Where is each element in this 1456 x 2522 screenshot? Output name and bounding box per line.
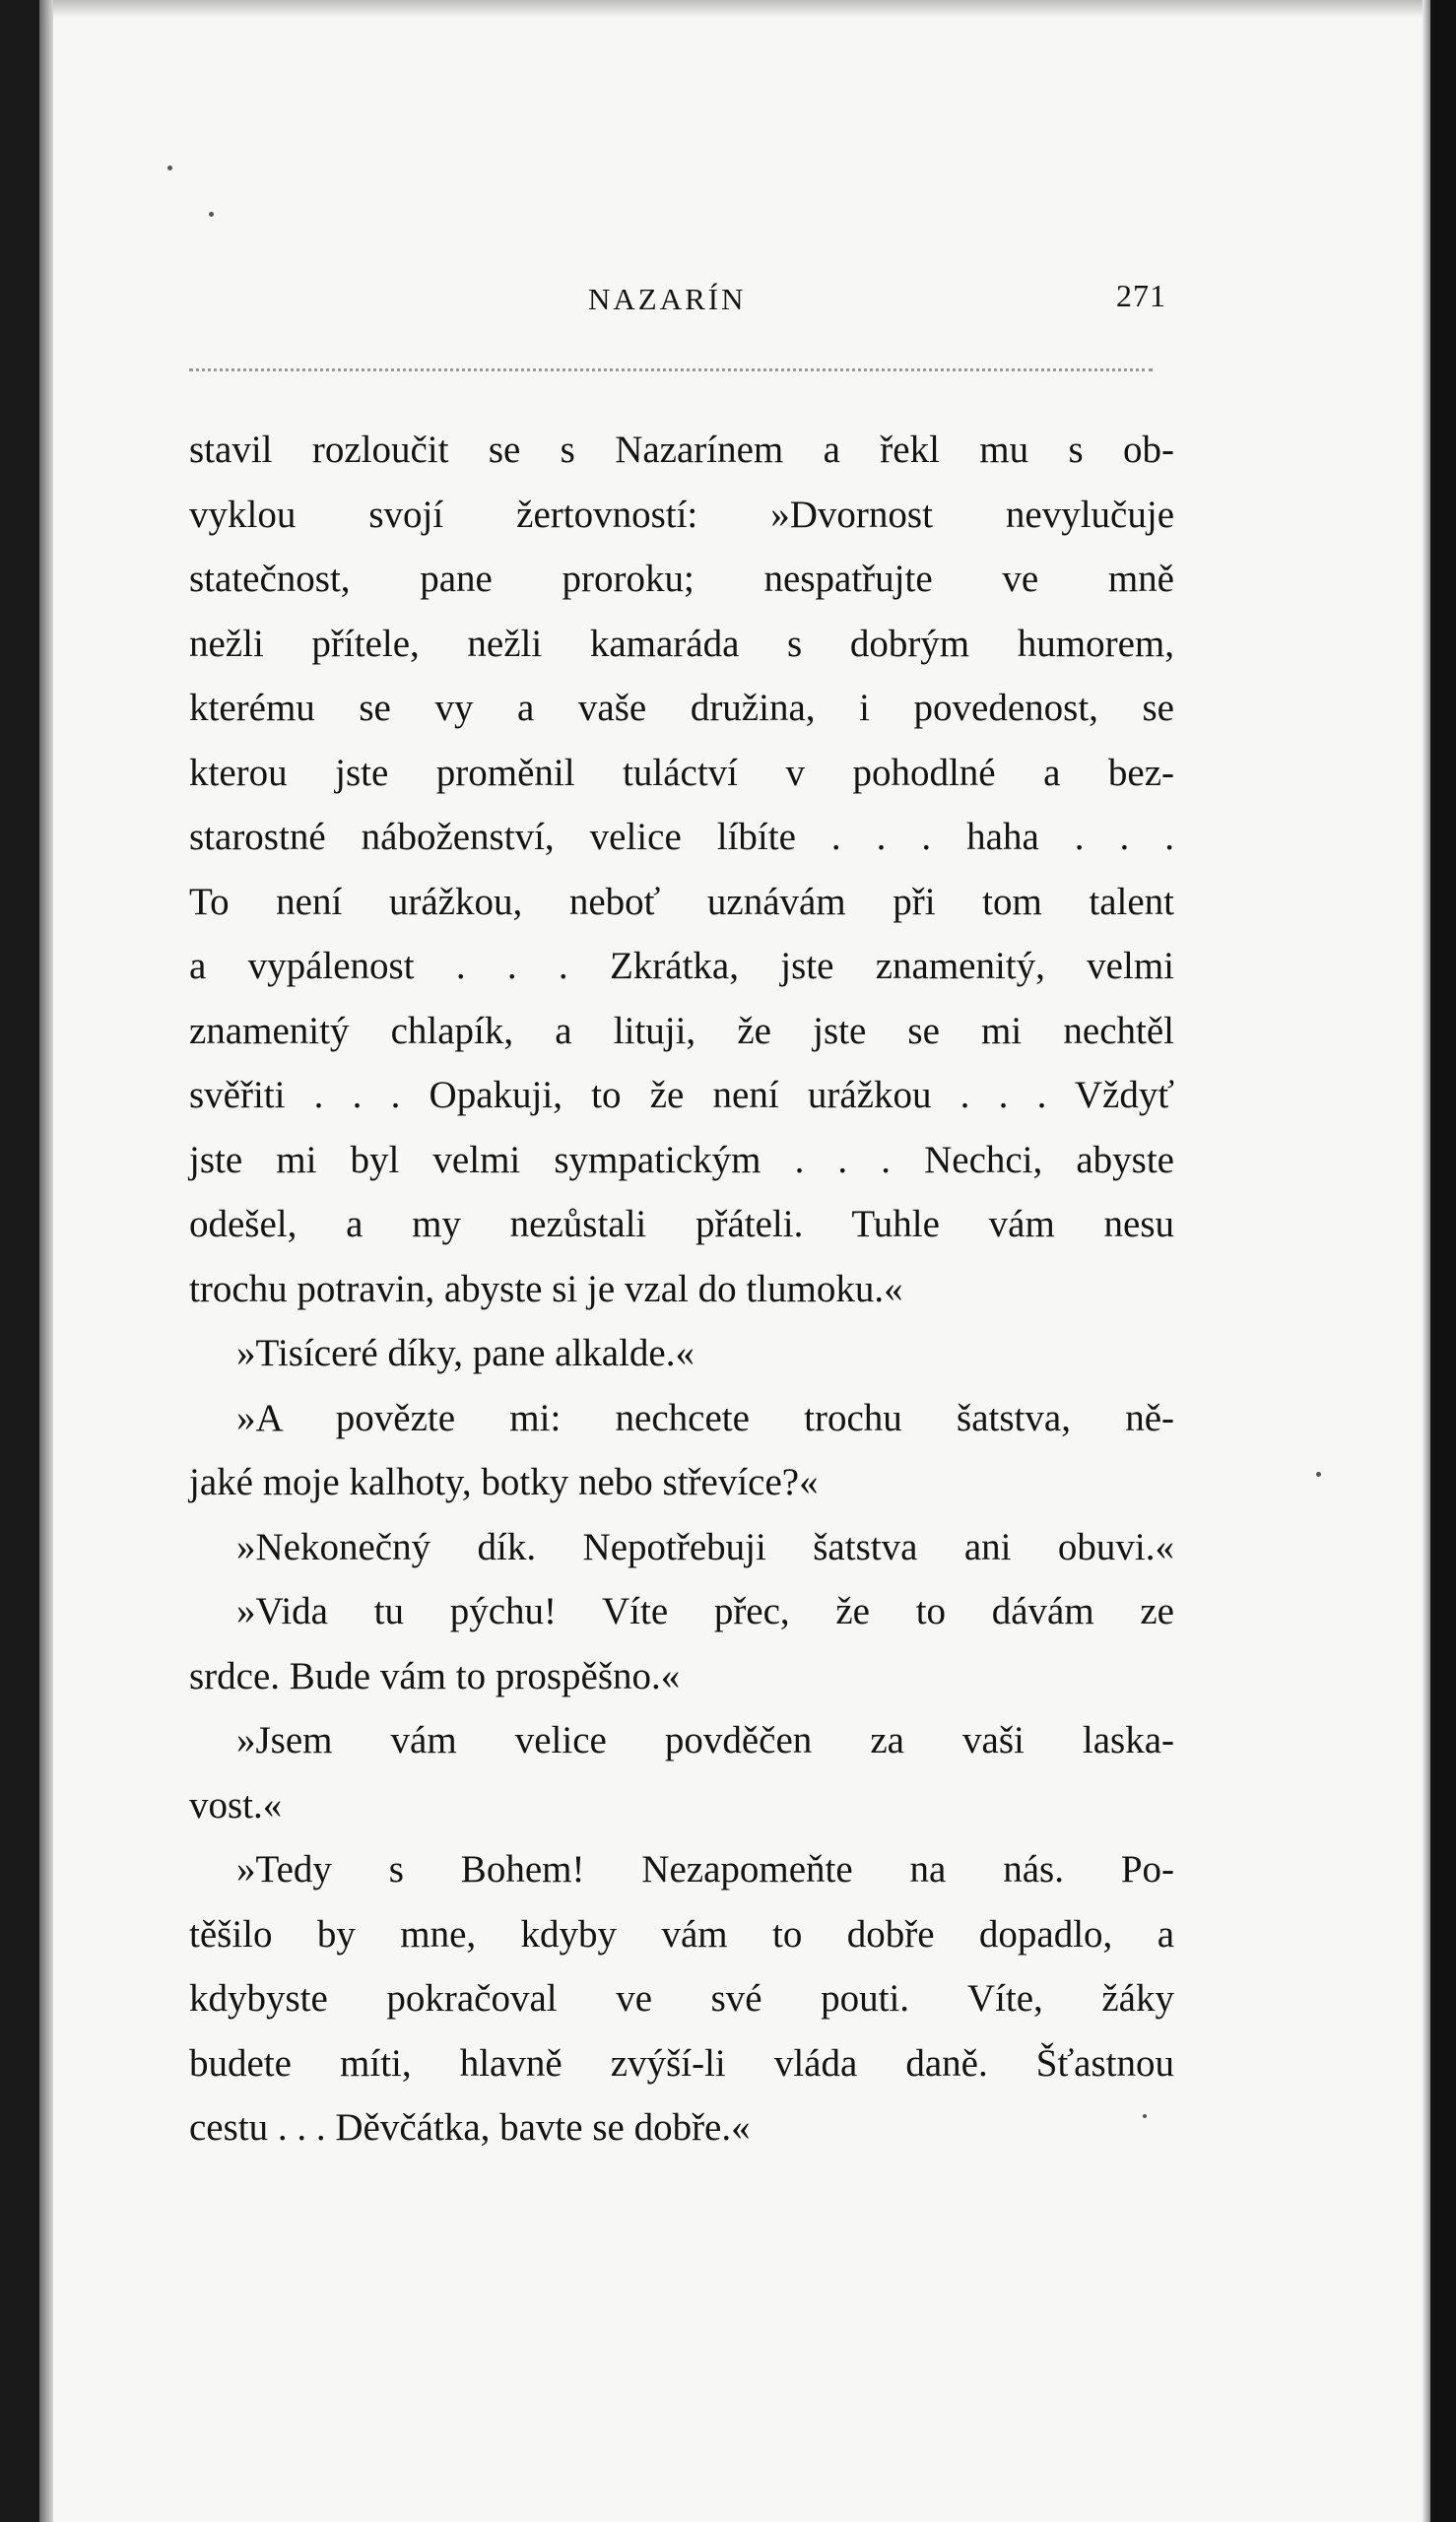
body-text <box>189 418 1174 2160</box>
text-line: jaké moje kalhoty, botky nebo střevíce?« <box>189 1461 819 1503</box>
text-line: budete míti, hlavně zvýší-li vláda daně. Šťastnou <box>189 2041 1174 2085</box>
scan-speck <box>167 166 172 170</box>
text-line: kterému se vy a vaše družina, i povedenost, se <box>189 687 1174 729</box>
text-line: jste mi byl velmi sympatickým . . . Nechci, abyste <box>189 1138 1174 1181</box>
text-line: statečnost, pane proroku; nespatřujte ve mně <box>189 558 1174 600</box>
text-line: svěřiti . . . Opakuji, to že není urážkou . . . Vždyť <box>189 1074 1174 1116</box>
running-head: NAZARÍN <box>588 282 747 316</box>
text-line: a vypálenost . . . Zkrátka, jste znamenitý, velmi <box>189 945 1174 987</box>
right-edge-shadow <box>1423 0 1430 2522</box>
text-line: těšilo by mne, kdyby vám to dobře dopadlo, a <box>189 1912 1174 1956</box>
page-top-edge <box>53 0 1423 18</box>
text-line: »Vida tu pýchu! Víte přec, že to dávám ze <box>236 1590 1174 1632</box>
text-line: »Jsem vám velice povděčen za vaši laska- <box>236 1719 1174 1761</box>
page-header <box>189 278 1174 323</box>
text-line: znamenitý chlapík, a lituji, že jste se mi nechtěl <box>189 1009 1174 1052</box>
text-line: trochu potravin, abyste si je vzal do tlumoku.« <box>189 1267 903 1310</box>
text-line: »Nekonečný dík. Nepotřebuji šatstva ani obuvi.« <box>236 1525 1174 1568</box>
page-number: 271 <box>1116 278 1166 313</box>
text-line: cestu . . . Děvčátka, bavte se dobře.« <box>189 2106 751 2149</box>
text-line: vyklou svojí žertovností: »Dvornost nevylučuje <box>189 493 1174 536</box>
text-line: »Tisíceré díky, pane alkalde.« <box>236 1332 695 1374</box>
text-line: odešel, a my nezůstali přáteli. Tuhle vám nesu <box>189 1203 1174 1245</box>
text-line: stavil rozloučit se s Nazarínem a řekl mu s ob- <box>189 429 1174 471</box>
text-line: To není urážkou, neboť uznávám při tom talent <box>189 880 1174 923</box>
text-line: »Tedy s Bohem! Nezapomeňte na nás. Po- <box>236 1848 1174 1891</box>
book-gutter-edge <box>0 0 39 2522</box>
text-line: srdce. Bude vám to prospěšno.« <box>189 1654 681 1697</box>
header-rule <box>189 368 1153 371</box>
scan-speck <box>209 212 214 217</box>
right-page-edge <box>1430 0 1456 2522</box>
text-line: kterou jste proměnil tuláctví v pohodlné a bez- <box>189 751 1174 794</box>
gutter-shadow <box>39 0 53 2522</box>
text-line: vost.« <box>189 1783 283 1826</box>
text-line: kdybyste pokračoval ve své pouti. Víte, žáky <box>189 1977 1174 2020</box>
text-line: nežli přítele, nežli kamaráda s dobrým humorem, <box>189 622 1174 665</box>
text-line: »A povězte mi: nechcete trochu šatstva, ně- <box>236 1396 1174 1439</box>
text-line: starostné náboženství, velice líbíte . . . haha . . . <box>189 816 1174 858</box>
scan-speck <box>1316 1472 1321 1477</box>
